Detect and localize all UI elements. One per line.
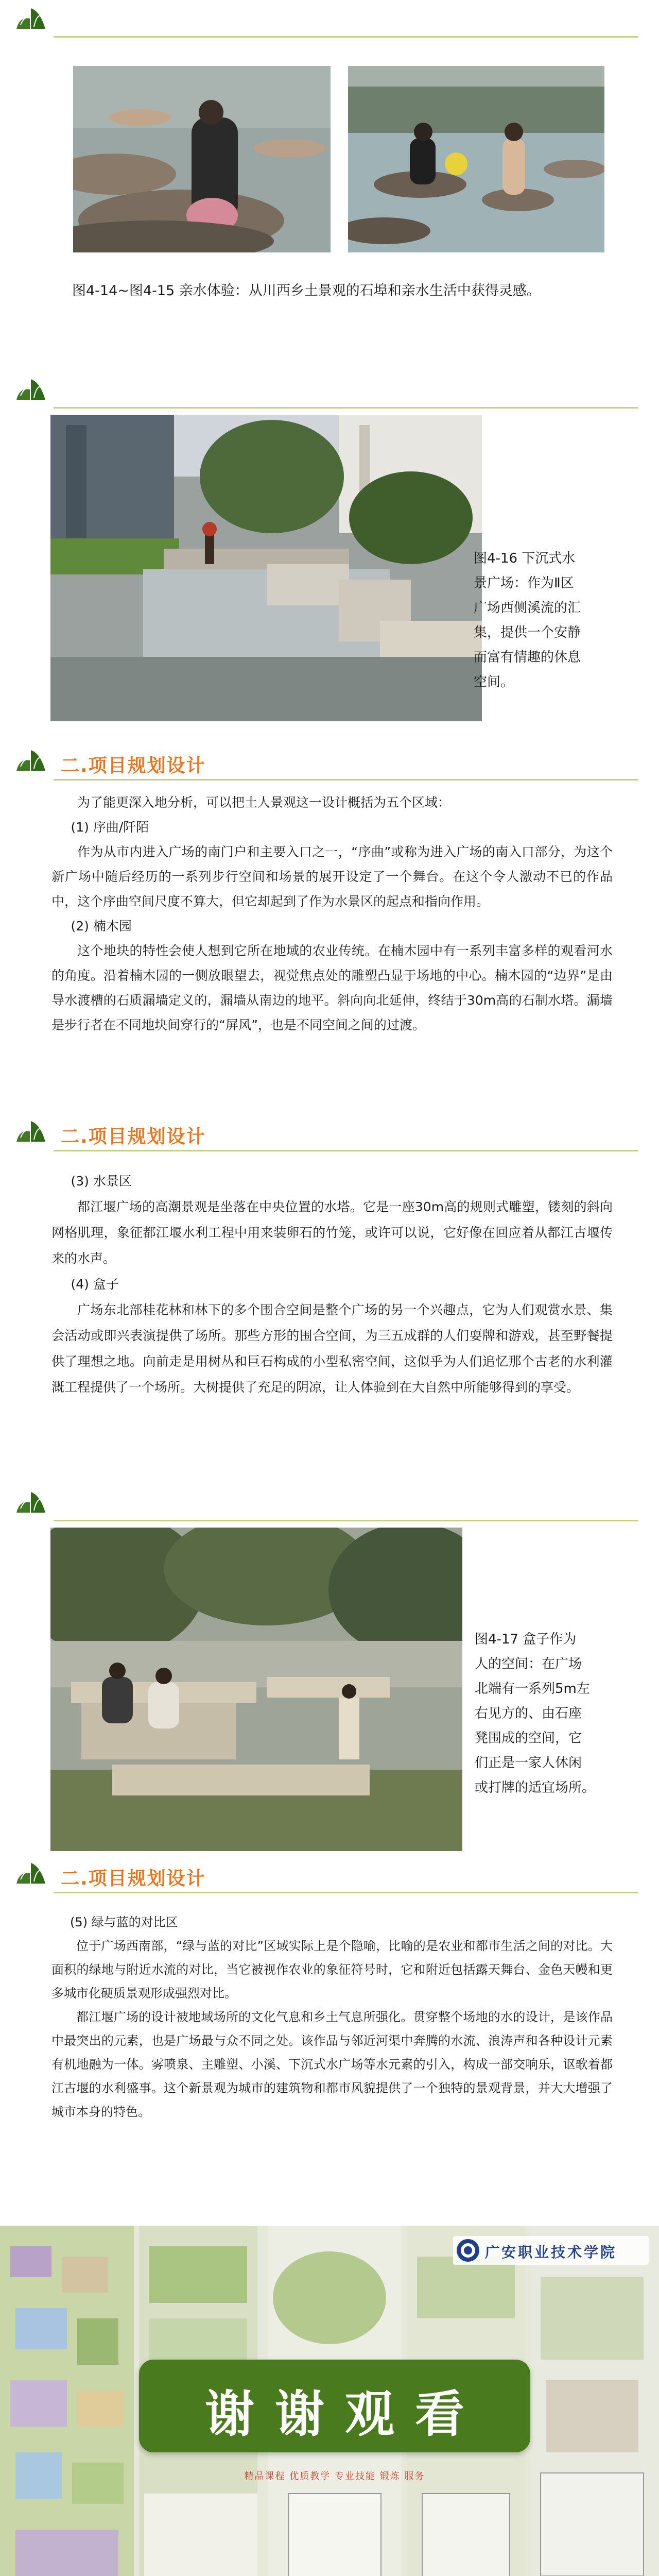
- caption-line: 空间。: [474, 674, 514, 690]
- caption-line: 集，提供一个安静: [474, 625, 581, 640]
- thanks-text: 谢谢观看: [205, 2385, 485, 2443]
- section-heading: 二.项目规划设计: [61, 1868, 206, 1889]
- intro-paragraph: 为了能更深入地分析，可以把土人景观这一设计概括为五个区域：: [77, 795, 451, 810]
- header-rule: [54, 1520, 638, 1521]
- photo-box-spaces: [50, 1528, 462, 1851]
- header-rule: [54, 1150, 638, 1151]
- leaf-logo-icon: [14, 4, 50, 32]
- leaf-logo-icon: [14, 1117, 50, 1145]
- body-text: [51, 790, 613, 1038]
- header-rule: [54, 1892, 638, 1893]
- figure-caption: [474, 546, 638, 694]
- caption-line: 广场西侧溪流的汇: [474, 600, 581, 616]
- item-title: (3) 水景区: [71, 1174, 132, 1189]
- item-paragraph: 作为从市内进入广场的南门户和主要入口之一，“序曲”或称为进入广场的南入口部分，为这个新广场中随后经历的一系列步行空间和场景的展开设定了一个舞台。在这个令人激动不已的作品中，这个序曲空间尺度不算大，但它却起到了作为水景区的起点和指向作用。: [51, 844, 613, 909]
- caption-line: 北端有一系列5m左: [475, 1681, 590, 1697]
- leaf-logo-icon: [14, 1859, 50, 1887]
- header-rule: [54, 779, 638, 781]
- slide-6: [0, 1855, 659, 2226]
- thanks-slide: [0, 2226, 659, 2576]
- leaf-logo-icon: [14, 1488, 50, 1516]
- section-heading: 二.项目规划设计: [61, 1126, 206, 1147]
- figure-caption: 图4-14~图4-15 亲水体验：从川西乡土景观的石埠和亲水生活中获得灵感。: [72, 283, 541, 299]
- item-paragraph: 都江堰广场的高潮景观是坐落在中央位置的水塔。它是一座30m高的规则式雕塑，镂刻的斜向网格肌理，象征都江堰水利工程中用来装卵石的竹笼，或许可以说，它好像在回应着从都江古堰传来的水声。: [51, 1199, 613, 1266]
- item-title: (4) 盒子: [71, 1277, 119, 1292]
- leaf-logo-icon: [14, 375, 50, 403]
- leaf-logo-icon: [14, 746, 50, 774]
- motto-text: 精品课程 优质教学 专业技能 锻炼 服务: [244, 2471, 425, 2482]
- slide-4: [0, 1113, 659, 1484]
- thanks-banner: [139, 2360, 530, 2452]
- item-paragraph: 广场东北部桂花林和林下的多个围合空间是整个广场的另一个兴趣点，它为人们观赏水景、集会活动或即兴表演提供了场所。那些方形的围合空间，为三五成群的人们耍牌和游戏，甚至野餐提供了理想之地。向前走是用树丛和巨石构成的小型私密空间，这似乎为人们追忆那个古老的水利灌溉工程提供了一个场所。大树提供了充足的阴凉，让人体验到在大自然中所能够得到的享受。: [51, 1302, 613, 1395]
- slide-3: [0, 742, 659, 1113]
- header-rule: [54, 36, 638, 38]
- caption-line: 人的空间：在广场: [475, 1656, 582, 1672]
- item-title: (1) 序曲/阡陌: [71, 820, 149, 835]
- caption-line: 图4-16 下沉式水: [474, 551, 576, 566]
- caption-line: 而富有情趣的休息: [474, 650, 581, 665]
- closing-paragraph: 都江堰广场的设计被地域场所的文化气息和乡土气息所强化。贯穿整个场地的水的设计，是该作品中最突出的元素，也是广场最与众不同之处。该作品与邻近河渠中奔腾的水流、浪涛声和各种设计元素有机地融为一体。雾喷泉、主雕塑、小溪、下沉式水广场等水元素的引入，构成一部交响乐，讴歌着都江古堰的水利盛事。这个新景观为城市的建筑物和都市风貌提供了一个独特的景观背景，并大大增强了城市本身的特色。: [51, 2010, 613, 2119]
- body-text: [51, 1910, 613, 2124]
- caption-line: 右见方的、由石座: [475, 1706, 582, 1721]
- item-title: (2) 楠木园: [71, 919, 132, 934]
- slide-1: [0, 0, 659, 371]
- photo-sunken-water-plaza: [50, 415, 482, 721]
- photo-children-water: [348, 66, 604, 252]
- section-heading: 二.项目规划设计: [61, 755, 206, 776]
- item-paragraph: 这个地块的特性会使人想到它所在地域的农业传统。在楠木园中有一系列丰富多样的观看河水的角度。沿着楠木园的一侧放眼望去，视觉焦点处的雕塑凸显于场地的中心。楠木园的“边界”是由导水渡槽的石质漏墙定义的，漏墙从南边的地平。斜向向北延伸，终结于30m高的石制水塔。漏墙是步行者在不同地块间穿行的“屏风”，也是不同空间之间的过渡。: [51, 943, 613, 1032]
- figure-caption: [475, 1627, 639, 1800]
- caption-line: 们正是一家人休闲: [475, 1755, 582, 1771]
- school-emblem-icon: [455, 2238, 481, 2263]
- caption-line: 景广场：作为Ⅱ区: [474, 575, 574, 591]
- school-badge: [453, 2236, 649, 2265]
- caption-line: 或打牌的适宜场所。: [475, 1780, 596, 1795]
- school-name: 广安职业技术学院: [485, 2244, 617, 2261]
- header-rule: [54, 407, 638, 409]
- item-paragraph: 位于广场西南部，“绿与蓝的对比”区域实际上是个隐喻，比喻的是农业和都市生活之间的对比。大面积的绿地与附近水流的对比，当它被视作农业的象征符号时，它和附近包括露天舞台、金色天幔和更多城市化硬质景观形成强烈对比。: [51, 1939, 613, 2001]
- body-text: [51, 1168, 613, 1400]
- photo-stone-steps: [73, 66, 331, 252]
- caption-line: 凳围成的空间，它: [475, 1731, 582, 1746]
- item-title: (5) 绿与蓝的对比区: [70, 1915, 178, 1929]
- caption-line: 图4-17 盒子作为: [475, 1632, 577, 1647]
